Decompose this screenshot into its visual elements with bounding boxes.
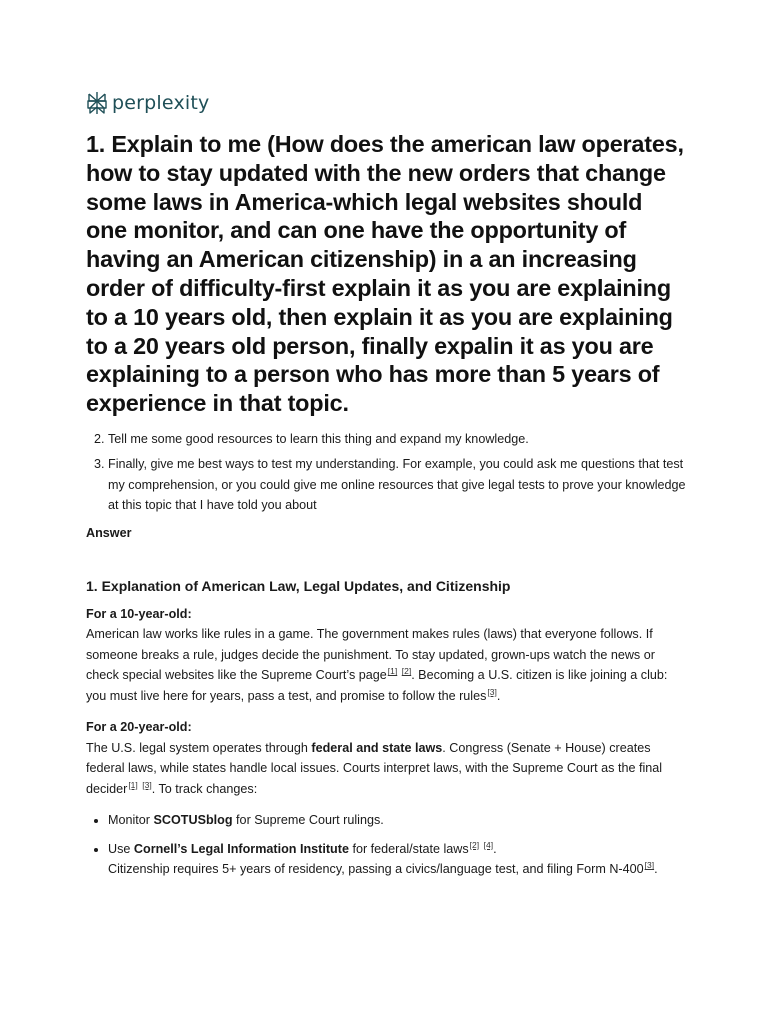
list-text: for Supreme Court rulings.: [232, 813, 384, 828]
paragraph-text: The U.S. legal system operates through: [86, 740, 312, 755]
list-text: Citizenship requires 5+ years of residency, passing a civics/language test, and filing Form N-400: [108, 862, 644, 877]
sub-heading-twenty-year-old: For a 20-year-old:: [86, 720, 192, 735]
bold-text: SCOTUSblog: [153, 813, 233, 828]
brand-name: perplexity: [112, 92, 210, 114]
answer-label: Answer: [86, 525, 132, 540]
list-item: 2. Tell me some good resources to learn this thing and expand my knowledge.: [108, 429, 686, 450]
citation-link[interactable]: [2]: [469, 839, 480, 850]
list-text: for federal/state laws: [348, 841, 469, 856]
citation-link[interactable]: [3]: [644, 860, 655, 871]
list-text: .: [493, 841, 497, 856]
citation-link[interactable]: [2]: [401, 666, 412, 677]
list-text: Use: [108, 841, 134, 856]
paragraph-text: . To track changes:: [151, 781, 258, 796]
paragraph-text: . Congress (Senate + House) creates federal laws, while states handle local issues. Courts interpret laws, with the Supreme Court as the final decider: [86, 740, 663, 796]
citation-link[interactable]: [3]: [142, 779, 152, 790]
paragraph-text: American law works like rules in a game. The government makes rules (laws) that everyone follows. If someone breaks a rule, judges decide the punishment. To stay updated, grown-ups watch the news or check special websites like the Supreme Court’s page: [86, 627, 655, 683]
paragraph-text: . Becoming a U.S. citizen is like joining a club: you must live here for years, pass a test, and promise to follow the rules: [86, 668, 668, 703]
paragraph-twenty-year-old: [86, 738, 686, 800]
brand-logo[interactable]: [86, 90, 686, 116]
section-heading: 1. Explanation of American Law, Legal Updates, and Citizenship: [86, 577, 511, 594]
list-text: .: [654, 862, 658, 877]
paragraph-text: .: [496, 688, 501, 703]
bold-text: federal and state laws: [311, 740, 443, 755]
sub-heading-ten-year-old: For a 10-year-old:: [86, 606, 192, 621]
list-item: [108, 839, 686, 880]
citation-link[interactable]: [1]: [128, 779, 138, 790]
list-item: 3. Finally, give me best ways to test my understanding. For example, you could ask me questions that test my comprehension, or you could give me online resources that give legal tests to prove your knowledge at this topic that I have told you about: [108, 454, 686, 516]
perplexity-logo-icon: [86, 91, 108, 115]
citation-link[interactable]: [3]: [487, 686, 497, 697]
list-text: Monitor: [108, 813, 154, 828]
question-list: [86, 429, 686, 516]
citation-link[interactable]: [1]: [387, 666, 398, 677]
resource-list: [86, 810, 686, 880]
question-title: 1. Explain to me (How does the american law operates, how to stay updated with the new orders that change some laws in America-which legal websites should one monitor, and can one have the opportunity of having an American citizenship) in a an increasing order of difficulty-first explain it as you are explaining to a 10 years old, then explain it as you are explaining to a 20 years old person, finally expalin it as you are explaining to a person who has more than 5 years of experience in that topic.: [86, 131, 684, 417]
list-item: [108, 810, 686, 831]
paragraph-ten-year-old: [86, 624, 686, 706]
bold-text: Cornell’s Legal Information Institute: [133, 841, 349, 856]
citation-link[interactable]: [4]: [483, 839, 494, 850]
document-page: [86, 90, 686, 888]
